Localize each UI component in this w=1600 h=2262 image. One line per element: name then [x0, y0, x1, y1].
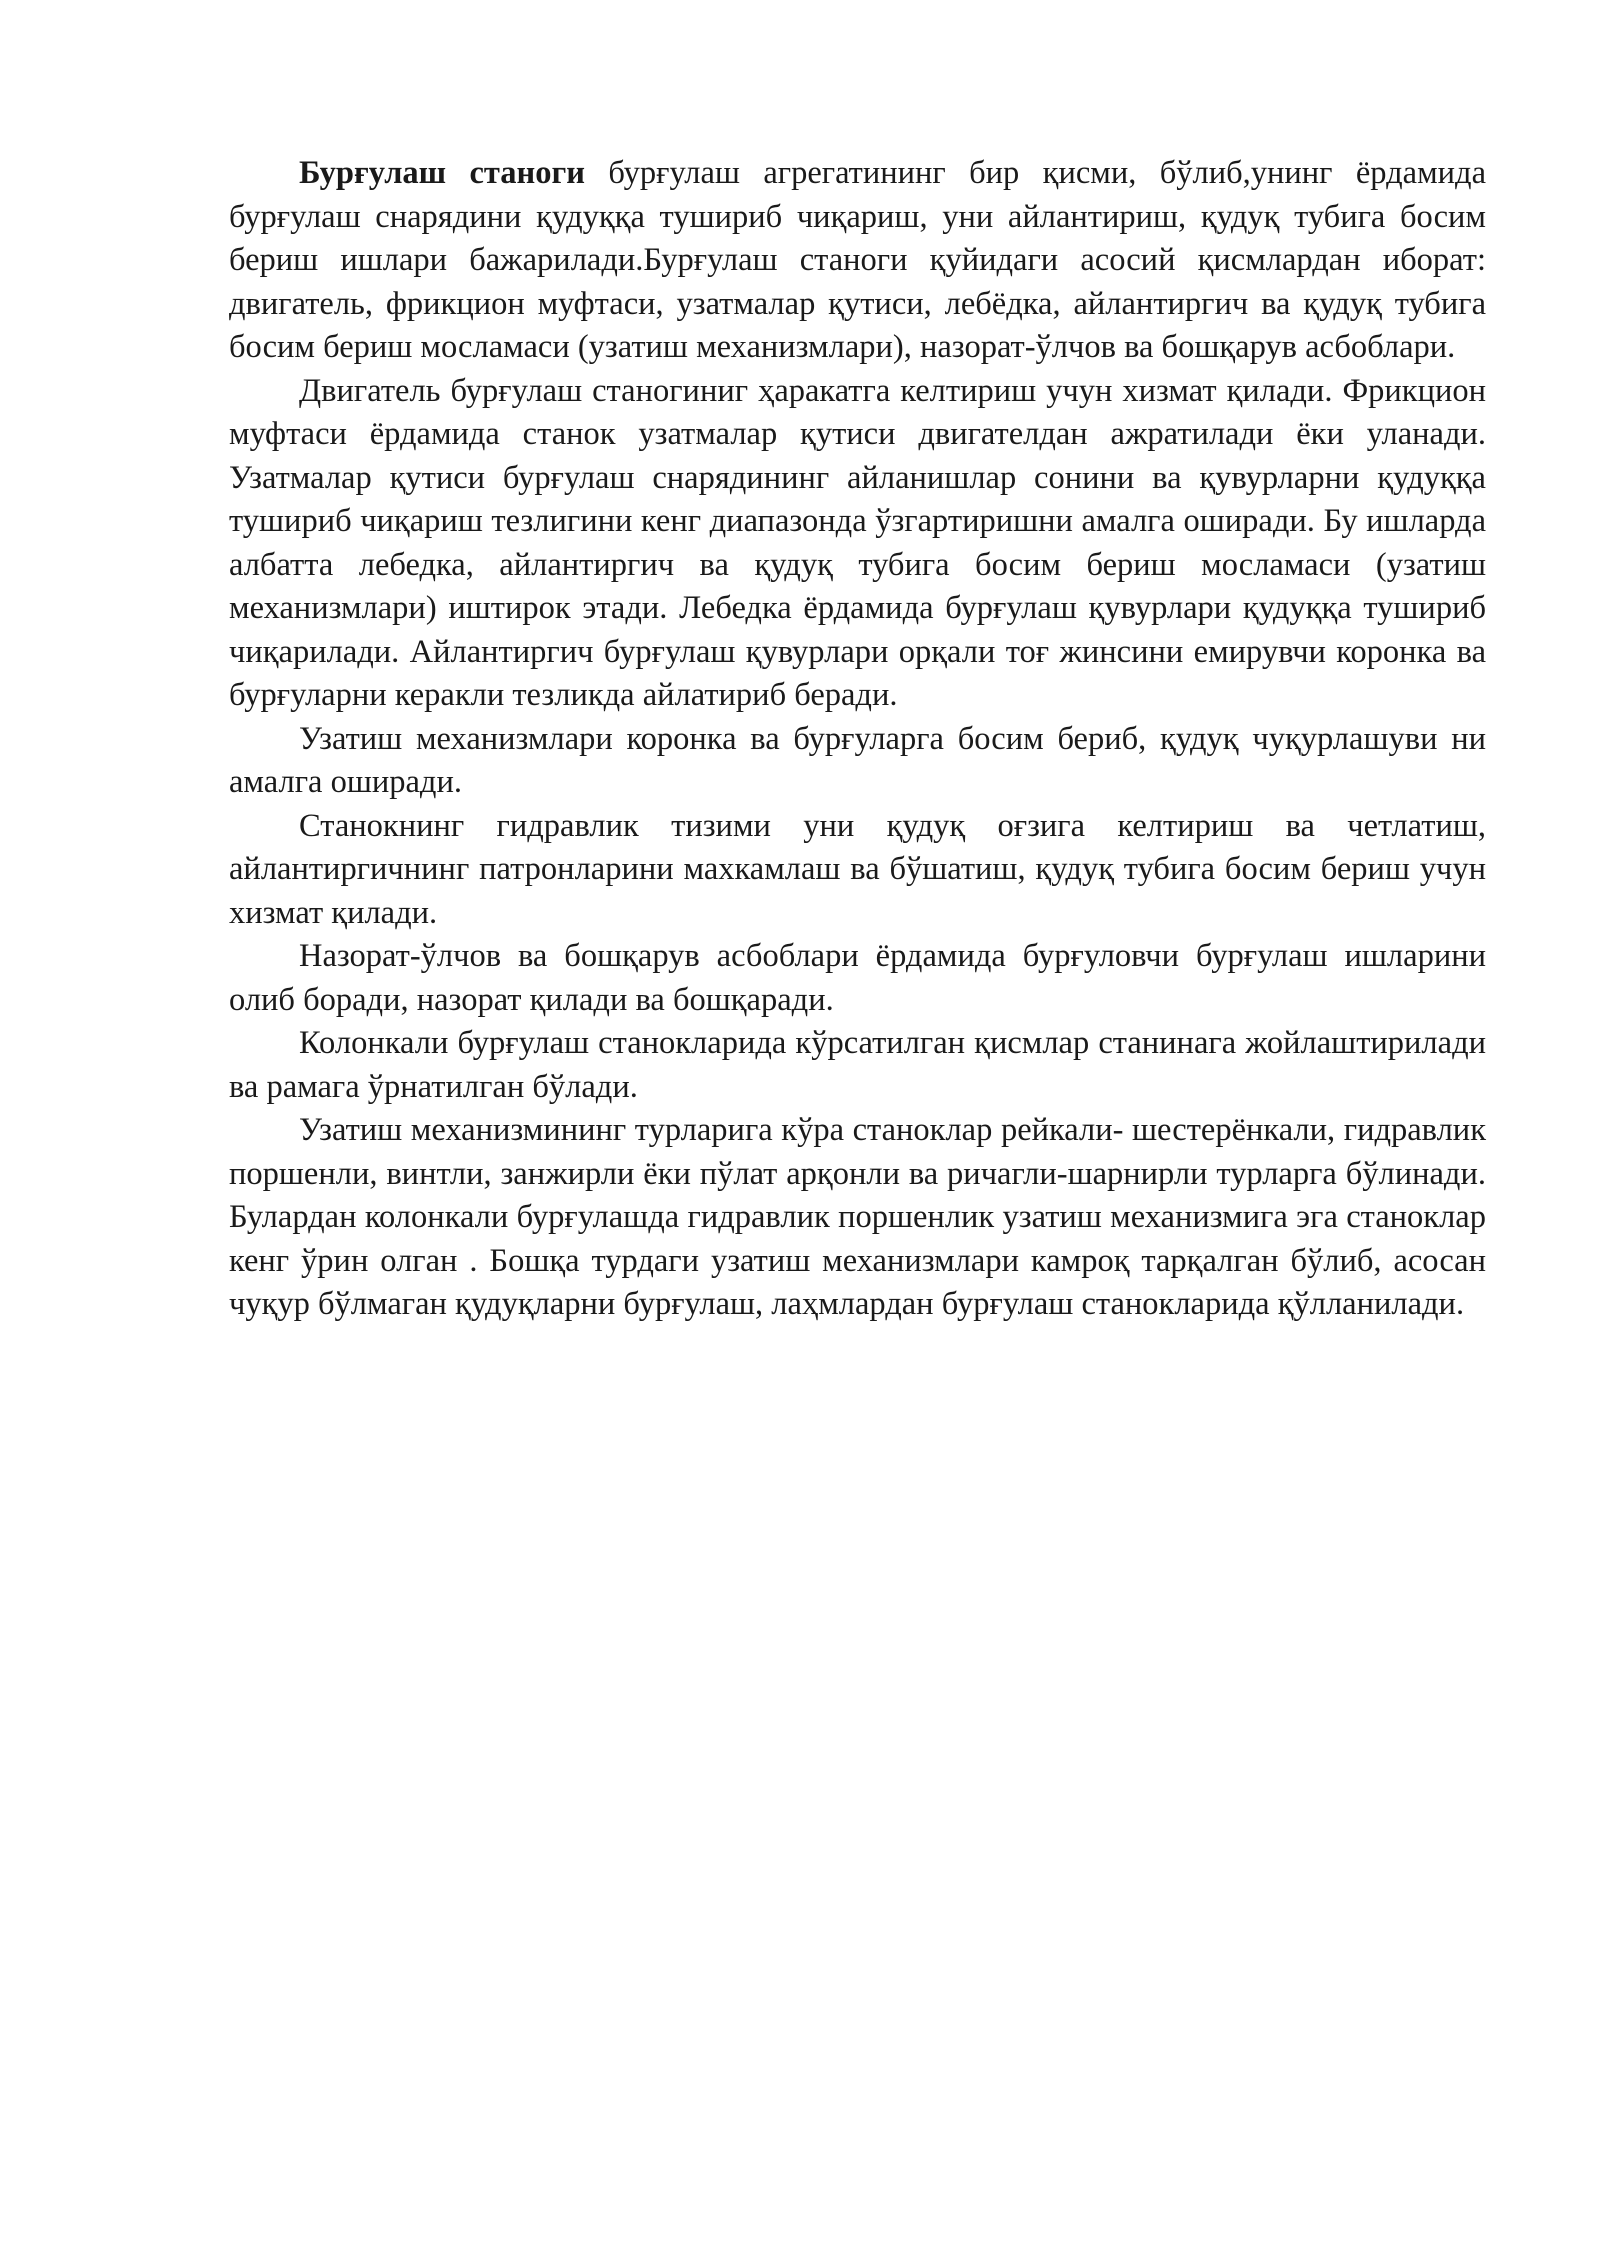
- paragraph-feed-types: Узатиш механизмининг турларига кўра станоклар рейкали- шестерёнкали, гидравлик поршенли, винтли, занжирли ёки пўлат арқонли ва ричагли-шарнирли турларга бўлинади. Булардан колонкали бурғулашда гидравлик поршенлик узатиш механизмига эга станоклар кенг ўрин олган . Бошқа турдаги узатиш механизмлари камроқ тарқалган бўлиб, асосан чуқур бўлмаган қудуқларни бурғулаш, лаҳмлардан бурғулаш станокларида қўлланилади.: [229, 1112, 1486, 1322]
- paragraph-control-instruments: Назорат-ўлчов ва бошқарув асбоблари ёрдамида бурғуловчи бурғулаш ишларини олиб боради, назорат қилади ва бошқаради.: [229, 938, 1486, 1018]
- document-body: [229, 152, 1486, 1327]
- intro-term: Бурғулаш станоги: [299, 155, 585, 191]
- intro-paragraph: [229, 152, 1486, 370]
- paragraph-feed-mechanisms: Узатиш механизмлари коронка ва бурғуларга босим бериб, қудуқ чуқурлашуви ни амалга оширади.: [229, 720, 1486, 800]
- paragraph-engine: Двигатель бурғулаш станогиниг ҳаракатга келтириш учун хизмат қилади. Фрикцион муфтаси ёрдамида станок узатмалар қутиси двигателдан ажратилади ёки уланади. Узатмалар қутиси бурғулаш снарядининг айланишлар сонини ва қувурларни қудуққа тушириб чиқариш тезлигини кенг диапазонда ўзгартиришни амалга оширади. Бу ишларда албатта лебедка, айлантиргич ва қудуқ тубига босим бериш мосламаси (узатиш механизмлари) иштирок этади. Лебедка ёрдамида бурғулаш қувурлари қудуққа тушириб чиқарилади. Айлантиргич бурғулаш қувурлари орқали тоғ жинсини емирувчи коронка ва бурғуларни керакли тезликда айлатириб беради.: [229, 372, 1486, 713]
- paragraph-hydraulic-system: Станокнинг гидравлик тизими уни қудуқ оғзига келтириш ва четлатиш, айлантиргичнинг патронларини махкамлаш ва бўшатиш, қудуқ тубига босим бериш учун хизмат қилади.: [229, 807, 1486, 931]
- paragraph-column-drilling: Колонкали бурғулаш станокларида кўрсатилган қисмлар станинага жойлаштирилади ва рамага ўрнатилган бўлади.: [229, 1025, 1486, 1105]
- intro-text: бурғулаш агрегатининг бир қисми, бўлиб,унинг ёрдамида бурғулаш снарядини қудуққа тушириб чиқариш, уни айлантириш, қудуқ тубига босим бериш ишлари бажарилади.Бурғулаш станоги қуйидаги асосий қисмлардан иборат: двигатель, фрикцион муфтаси, узатмалар қутиси, лебёдка, айлантиргич ва қудуқ тубига босим бериш мосламаси (узатиш механизмлари), назорат-ўлчов ва бошқарув асбоблари.: [229, 155, 1486, 365]
